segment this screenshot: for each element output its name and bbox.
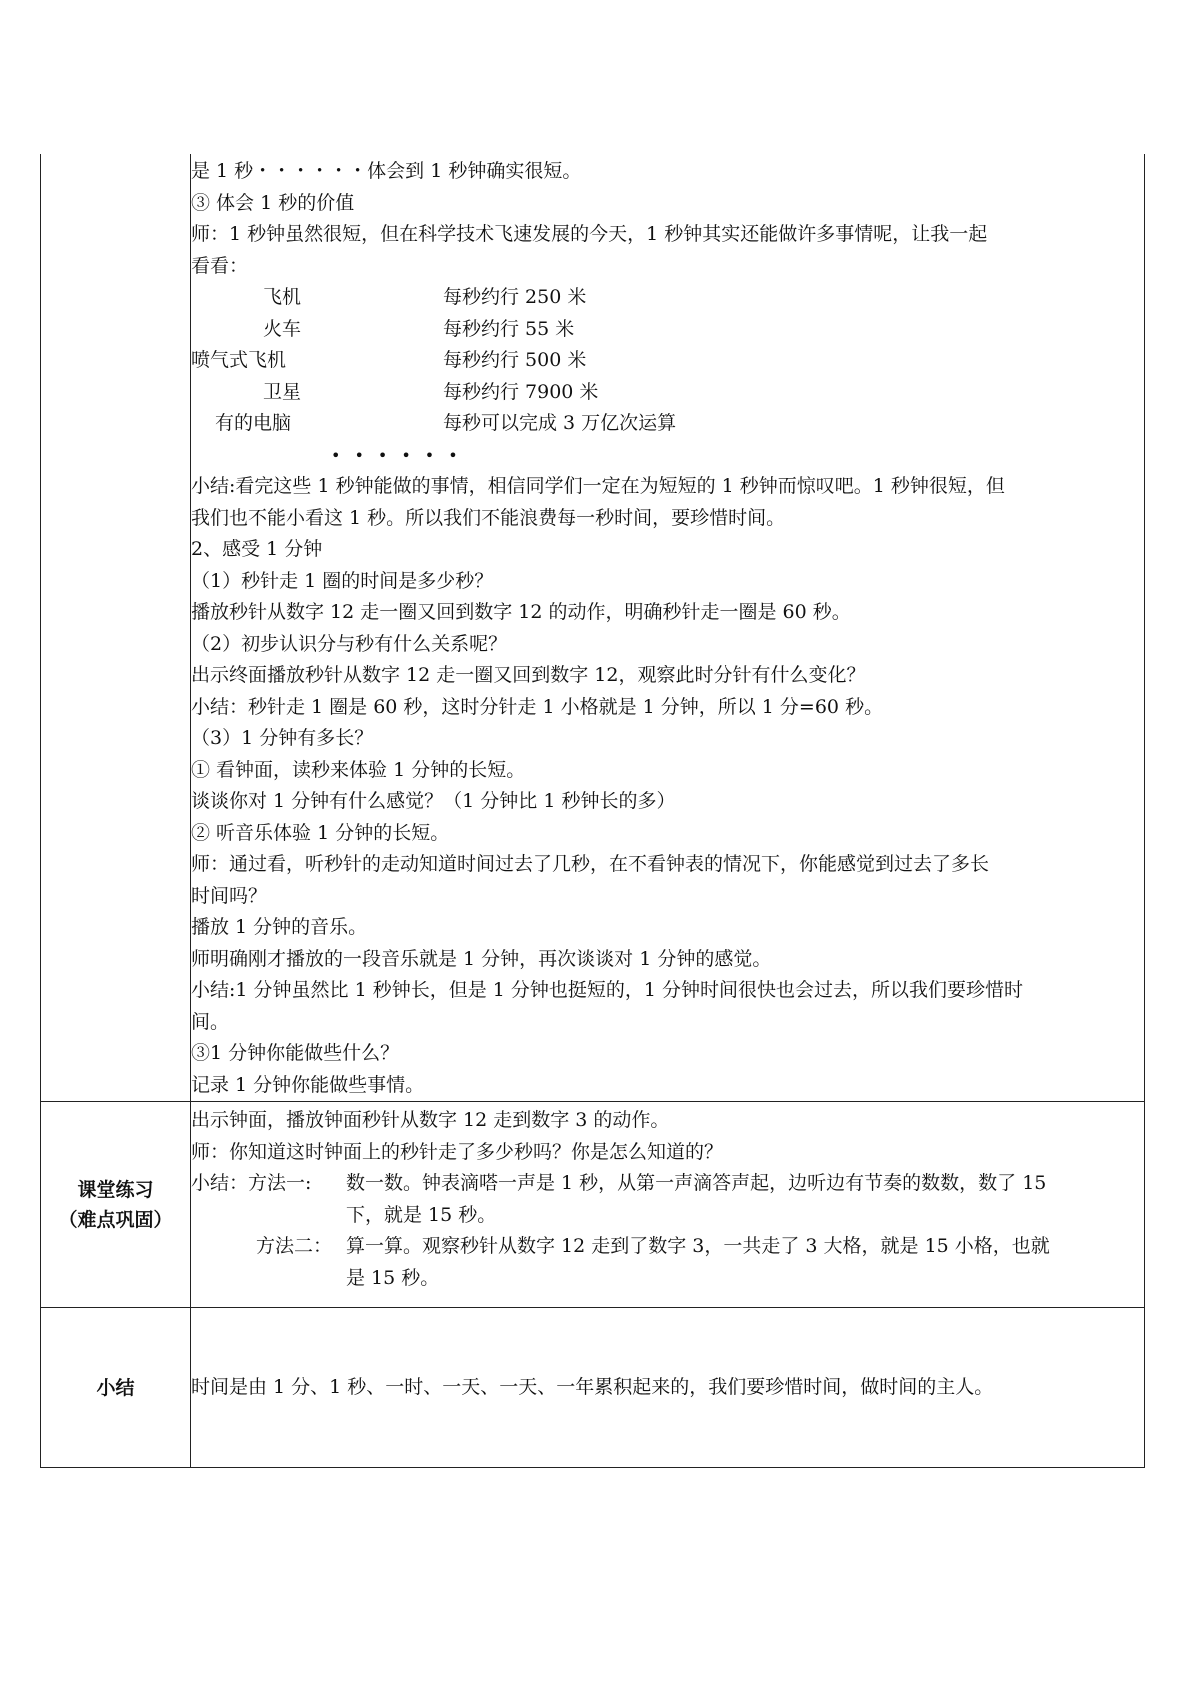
vehicle-name: 火车 bbox=[262, 317, 301, 340]
row-lesson-process bbox=[41, 154, 1145, 1102]
vehicle-row bbox=[191, 377, 1144, 409]
text-line: 师明确刚才播放的一段音乐就是 1 分钟，再次谈谈对 1 分钟的感觉。 bbox=[191, 947, 772, 970]
text-line: 出示钟面，播放钟面秒针从数字 12 走到数字 3 的动作。 bbox=[191, 1109, 670, 1131]
practice-label-line1: 课堂练习 bbox=[77, 1178, 154, 1201]
vehicle-name: 卫星 bbox=[262, 380, 301, 403]
vehicle-row bbox=[191, 345, 1144, 377]
label-cell-practice bbox=[41, 1102, 191, 1308]
text-line: 2、感受 1 分钟 bbox=[191, 538, 323, 560]
method-one-text: 数一数。钟表滴嗒一声是 1 秒，从第一声滴答声起，边听边有节奏的数数，数了 15 bbox=[346, 1172, 1047, 1194]
vehicle-name: 喷气式飞机 bbox=[191, 349, 287, 371]
method-two-label: 方法二： bbox=[256, 1235, 333, 1257]
method-one-label: 小结：方法一: bbox=[191, 1172, 312, 1194]
label-cell-summary: 小结 bbox=[41, 1308, 191, 1468]
text-line: 是 1 秒・・・・・・体会到 1 秒钟确实很短。 bbox=[191, 160, 582, 182]
text-line: 播放秒针从数字 12 走一圈又回到数字 12 的动作，明确秒针走一圈是 60 秒。 bbox=[191, 601, 851, 623]
content-cell-process bbox=[191, 154, 1145, 1102]
content-cell-practice bbox=[191, 1102, 1145, 1308]
vehicle-row bbox=[191, 314, 1144, 346]
content-cell-summary bbox=[191, 1308, 1145, 1468]
vehicle-speed: 每秒约行 55 米 bbox=[443, 317, 575, 340]
method-two bbox=[191, 1231, 1144, 1294]
text-line: 时间吗？ bbox=[191, 884, 268, 907]
text-line: 师：通过看，听秒针的走动知道时间过去了几秒，在不看钟表的情况下，你能感觉到过去了多长 bbox=[191, 853, 990, 875]
text-line: ② 听音乐体验 1 分钟的长短。 bbox=[191, 821, 450, 844]
text-line: 师：1 秒钟虽然很短，但在科学技术飞速发展的今天，1 秒钟其实还能做许多事情呢，让我一起 bbox=[191, 223, 988, 245]
text-line: ① 看钟面，读秒来体验 1 分钟的长短。 bbox=[191, 758, 526, 781]
vehicle-speed: 每秒可以完成 3 万亿次运算 bbox=[443, 412, 677, 434]
practice-label-line2: （难点巩固） bbox=[58, 1208, 173, 1231]
text-line: 播放 1 分钟的音乐。 bbox=[191, 916, 368, 938]
vehicle-speed: 每秒约行 500 米 bbox=[443, 349, 587, 371]
text-line: 我们也不能小看这 1 秒。所以我们不能浪费每一秒时间，要珍惜时间。 bbox=[191, 506, 786, 529]
method-one-text-cont: 下，就是 15 秒。 bbox=[346, 1203, 497, 1226]
text-line: （2）初步认识分与秒有什么关系呢？ bbox=[191, 632, 508, 655]
text-line: 间。 bbox=[191, 1010, 230, 1033]
text-line: 谈谈你对 1 分钟有什么感觉？（1 分钟比 1 秒钟长的多） bbox=[191, 790, 676, 812]
text-line: 出示终面播放秒针从数字 12 走一圈又回到数字 12，观察此时分针有什么变化？ bbox=[191, 664, 866, 686]
method-two-text: 算一算。观察秒针从数字 12 走到了数字 3，一共走了 3 大格，就是 15 小格，也就 bbox=[346, 1235, 1050, 1257]
text-line: 小结:1 分钟虽然比 1 秒钟长，但是 1 分钟也挺短的，1 分钟时间很快也会过去，所以我们要珍惜时 bbox=[191, 979, 1023, 1001]
vehicle-speed: 每秒约行 250 米 bbox=[443, 286, 587, 308]
text-line: 小结：秒针走 1 圈是 60 秒，这时分针走 1 小格就是 1 分钟，所以 1 分=60 秒。 bbox=[191, 695, 884, 718]
vehicle-row bbox=[191, 408, 1144, 440]
text-line: 记录 1 分钟你能做些事情。 bbox=[191, 1073, 425, 1096]
text-line: （3）1 分钟有多长？ bbox=[191, 727, 374, 749]
text-line: ③ 体会 1 秒的价值 bbox=[191, 191, 355, 214]
label-cell-empty bbox=[41, 154, 191, 1102]
method-two-text-cont: 是 15 秒。 bbox=[346, 1266, 440, 1289]
row-summary bbox=[41, 1308, 1145, 1468]
text-line: 师：你知道这时钟面上的秒针走了多少秒吗？你是怎么知道的？ bbox=[191, 1140, 724, 1163]
text-line: 小结:看完这些 1 秒钟能做的事情，相信同学们一定在为短短的 1 秒钟而惊叹吧。1 秒钟很短，但 bbox=[191, 475, 1005, 497]
summary-text: 时间是由 1 分、1 秒、一时、一天、一天、一年累积起来的，我们要珍惜时间，做时间的主人。 bbox=[191, 1375, 994, 1398]
text-line: （1）秒针走 1 圈的时间是多少秒？ bbox=[191, 569, 494, 592]
vehicle-name: 飞机 bbox=[262, 286, 301, 308]
text-line: 看看： bbox=[191, 254, 249, 277]
row-practice bbox=[41, 1102, 1145, 1308]
ellipsis-dots: •••••• bbox=[331, 445, 472, 465]
vehicle-row bbox=[191, 282, 1144, 314]
text-line: ③1 分钟你能做些什么？ bbox=[191, 1042, 400, 1064]
vehicle-speed: 每秒约行 7900 米 bbox=[443, 380, 599, 403]
vehicle-name: 有的电脑 bbox=[214, 412, 291, 434]
method-one bbox=[191, 1168, 1144, 1231]
lesson-table bbox=[40, 154, 1145, 1468]
